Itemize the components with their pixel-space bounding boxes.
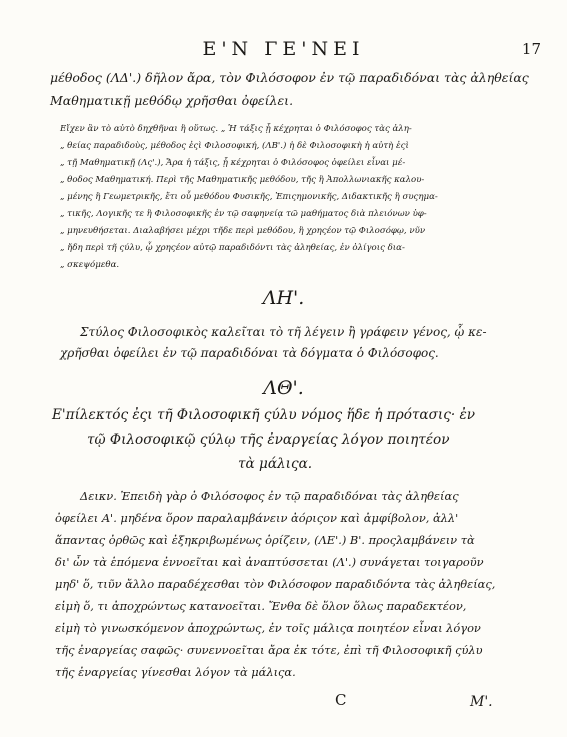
note-line: „ μένης ἢ Γεωμετρικῆς, ἔτι οὖ μεθόδου Φυσικῆς, Ἐπιςημονικῆς, Διδακτικῆς ἢ συςημα-	[60, 192, 438, 202]
proposition-line: Ε'πίλεκτός ἐςι τῆ Φιλοσοφικῆ ςύλυ νόμος ἥδε ἡ πρότασις· ἐν	[52, 407, 476, 423]
note-line: Εἴχεν ἂν τὸ αὐτὸ δηχθῆναι ἢ οὕτως. „ Ἡ τάξις ᾗ κέχρηται ὁ Φιλόσοφος τὰς ἀλη-	[60, 124, 412, 134]
demonstration-line: ἅπαντας ὀρθῶς καὶ ἐξηκριβωμένως ὁρίζειν, (ΛΕ'.) Β'. προςλαμβάνειν τὰ	[55, 533, 475, 547]
demonstration-line: τῆς ἐναργείας γίνεσθαι λόγον τὰ μάλιςα.	[55, 665, 296, 679]
demonstration-line: μηδ' ὅ, τιῦν ἄλλο παραδέχεσθαι τὸν Φιλόσοφον παραδιδόντα τὰς ἀληθείας,	[55, 577, 496, 591]
intro-line: Μαθηματικῇ μεθόδῳ χρῆσθαι ὀφείλει.	[50, 93, 294, 108]
proposition-line: τῷ Φιλοσοφικῷ ςύλῳ τῆς ἐναργείας λόγον ποιητέον	[87, 432, 450, 448]
demonstration-line: Δεικν. Ἐπειδὴ γὰρ ὁ Φιλόσοφος ἐν τῷ παραδιδόναι τὰς ἀληθείας	[80, 489, 459, 503]
definition-line: Στύλος Φιλοσοφικὸς καλεῖται τὸ τῆ λέγειν ἢ γράφειν γένος, ᾧ κε-	[80, 325, 487, 339]
note-line: „ σκεψόμεθα.	[60, 260, 120, 270]
demonstration-line: τῆς ἐναργείας σαφῶς· συνεννοεῖται ἄρα ἐκ τότε, ἐπὶ τῆ Φιλοσοφικῆ ςύλυ	[55, 643, 483, 657]
note-line: „ τῇ Μαθηματικῇ (Λς'.), Ἄρα ἡ τάξις, ᾗ κέχρηται ὁ Φιλόσοφος ὀφείλει εἶναι μέ-	[60, 158, 406, 168]
note-line: „ θοδος Μαθηματική. Περὶ τῆς Μαθηματικῆς μεθόδου, τῆς ἢ Ἀπολλωνιακῆς καλου-	[60, 175, 425, 185]
demonstration-line: ὀφείλει Α'. μηδένα ὅρον παραλαμβάνειν ἀόριςον καὶ ἀμφίβολον, ἀλλ'	[55, 511, 459, 525]
running-head: Ε'Ν ΓΕ'ΝΕΙ	[202, 38, 365, 60]
definition-line: χρῆσθαι ὀφείλει ἐν τῷ παραδιδόναι τὰ δόγματα ὁ Φιλόσοφος.	[60, 346, 439, 360]
intro-line: μέθοδος (ΛΔ'.) δῆλον ἄρα, τὸν Φιλόσοφον ἐν τῷ παραδιδόναι τὰς ἀληθείας	[50, 70, 529, 85]
note-line: „ ἤδη περὶ τῆ ςύλυ, ᾧ χρηςέον αὐτῷ παραδιδόντι τὰς ἀληθείας, ἐν ὀλίγοις δια-	[60, 243, 405, 253]
demonstration-line: δι' ὧν τὰ ἑπόμενα ἐννοεῖται καὶ ἀναπτύσσεται (Λ'.) συνάγεται τοιγαροῦν	[55, 555, 484, 569]
section-heading-lth: ΛΘ'.	[263, 377, 304, 399]
note-line: „ τικῆς, Λογικῆς τε ἢ Φιλοσοφικῆς ἐν τῷ σαφηνείᾳ τῶ μαθήματος διὰ πλειόνων ὑφ-	[60, 209, 427, 219]
catchword: Μ'.	[470, 694, 493, 710]
note-line: „ μηνευθήσεται. Διαλαβήσει μέχρι τῆδε περὶ μεθόδου, ἣ χρηςέον τῷ Φιλοσόφῳ, νῦν	[60, 226, 426, 236]
page-number: 17	[521, 40, 541, 58]
note-line: „ θείας παραδιδοὺς, μέθοδος ἐςὶ Φιλοσοφική, (ΛΒ'.) ἡ δὲ Φιλοσοφικὴ ἡ αὐτὴ ἐςὶ	[60, 141, 409, 151]
demonstration-line: εἰμὴ τὸ γινωσκόμενον ἀποχρώντως, ἐν τοῖς μάλιςα ποιητέον εἶναι λόγον	[55, 621, 481, 635]
section-heading-lh: ΛΗ'.	[262, 287, 305, 309]
demonstration-line: εἰμὴ ὅ, τι ἀποχρώντως κατανοεῖται. Ἔνθα δὲ ὅλον ὅλως παραδεκτέον,	[55, 599, 467, 613]
signature-mark: C	[335, 691, 347, 709]
proposition-line: τὰ μάλιςα.	[238, 456, 313, 472]
